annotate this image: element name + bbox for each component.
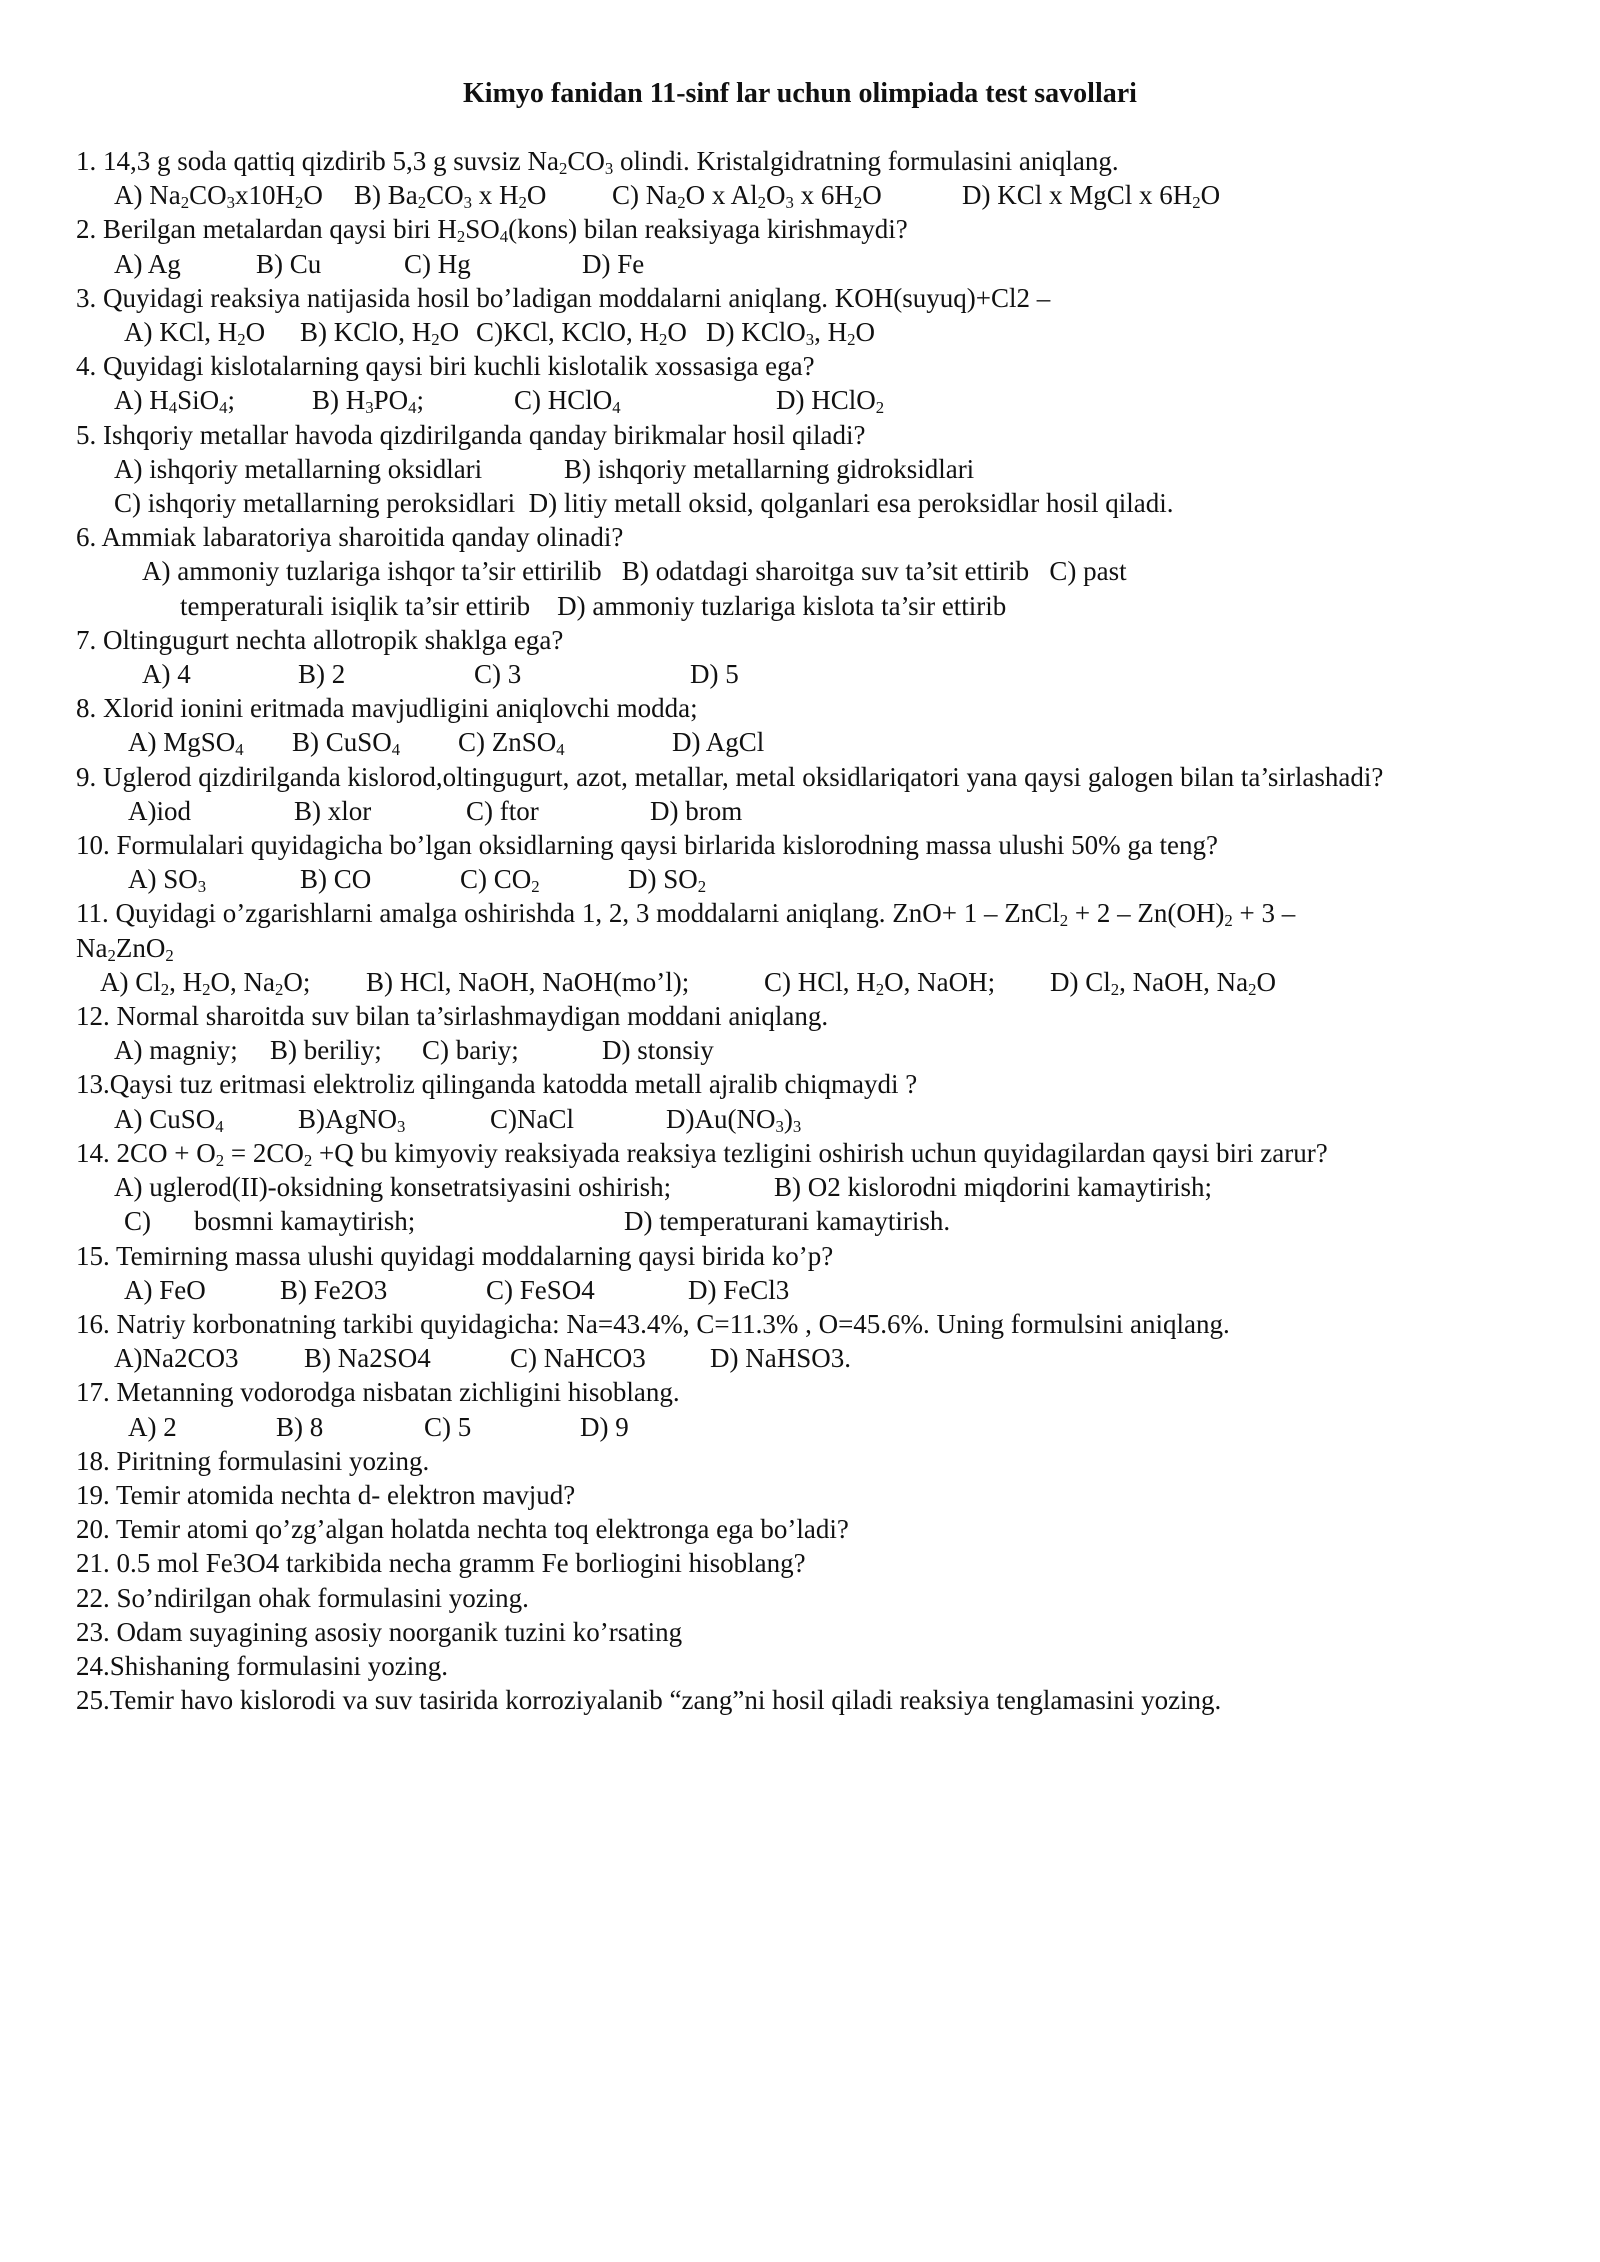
question-14: 14. $2CO + O_2 = 2CO_2 +Q$ bu kimyoviy reaksiyada reaksiya tezligini oshirish uchun quyidagilardan qaysi biri zarur? xyxy=(76,1137,1328,1171)
option-b: B) Fe2O3 xyxy=(280,1274,388,1305)
option-d: D) FeCl3 xyxy=(688,1274,790,1305)
question-11-continued: $Na_2ZnO_2$ xyxy=(76,932,174,965)
question-list xyxy=(76,144,1546,1717)
question-15: 15. Temirning massa ulushi quyidagi moddalarning qaysi birida ko’p? xyxy=(76,1240,834,1271)
option-b: B) Cu xyxy=(256,248,322,279)
question-6-options-row-2 xyxy=(76,589,1546,623)
question-2: 2. Berilgan metalardan qaysi biri $H_2SO_4(kons)$ bilan reaksiyaga kirishmaydi? xyxy=(76,214,908,247)
option-d: $D)Au(NO_3)_3$ xyxy=(666,1103,802,1136)
option-b: B) odatdagi sharoitga suv ta’sit ettirib xyxy=(621,556,1030,587)
option-c: C) 3 xyxy=(474,659,522,690)
question-1: 1. 14,3 g soda qattiq qizdirib 5,3 g suvsiz $Na_2CO_3$ olindi. Kristalgidratning formulasini aniqlang. xyxy=(76,146,1119,179)
question-21: 21. 0.5 mol Fe3O4 tarkibida necha gramm Fe borliogini hisoblang? xyxy=(76,1548,806,1579)
option-b: B) $Ba_2CO_3$ x $H_2O$ xyxy=(354,180,547,213)
option-c: C) NaHCO3 xyxy=(510,1343,646,1374)
option-a: A) ishqoriy metallarning oksidlari xyxy=(114,453,483,484)
question-16: 16. Natriy korbonatning tarkibi quyidagicha: Na=43.4%, C=11.3% , O=45.6%. Uning formulsini aniqlang. xyxy=(76,1308,1230,1339)
question-15-options xyxy=(76,1273,1546,1307)
option-b: B) beriliy; xyxy=(270,1035,382,1066)
option-b: B) 8 xyxy=(276,1411,324,1442)
question-14-options-row-1 xyxy=(76,1170,1546,1204)
option-c: C) HClO$_4$ xyxy=(514,385,621,418)
option-d: D) brom xyxy=(650,795,743,826)
option-a: A) Ag xyxy=(114,248,181,279)
question-10-options xyxy=(76,862,1546,896)
option-a: A) $Cl_2$, $H_2O$, $Na_2O$; xyxy=(100,966,311,1000)
option-a: A) $H_4SiO_4$; xyxy=(114,385,236,418)
option-d: D) HClO$_2$ xyxy=(776,385,885,418)
option-c: C) xyxy=(124,1206,151,1237)
option-d: D) KCl x MgCl x $6H_2O$ xyxy=(962,180,1221,213)
option-d: D) temperaturani kamaytirish. xyxy=(624,1206,951,1237)
option-b: B) ishqoriy metallarning gidroksidlari xyxy=(564,453,975,484)
option-c: C) past xyxy=(1049,556,1127,587)
question-13-options xyxy=(76,1102,1546,1136)
option-d: D) KClO$_3$, $H_2O$ xyxy=(706,317,875,350)
question-23: 23. Odam suyagining asosiy noorganik tuzini ko’rsating xyxy=(76,1616,683,1647)
page-title: Kimyo fanidan 11-sinf lar uchun olimpiada test savollari xyxy=(463,78,1137,109)
option-d: D) ammoniy tuzlariga kislota ta’sir ettirib xyxy=(557,590,1007,621)
option-c: C) $Na_2O$ x $Al_2O_3$ x $6H_2O$ xyxy=(612,180,882,213)
question-20: 20. Temir atomi qo’zg’algan holatda nechta toq elektronga ega bo’ladi? xyxy=(76,1514,849,1545)
option-d: D) $SO_2$ xyxy=(628,864,707,897)
option-a: A)Na2CO3 xyxy=(114,1343,239,1374)
question-9-options xyxy=(76,794,1546,828)
question-11: 11. Quyidagi o’zgarishlarni amalga oshirishda 1, 2, 3 moddalarni aniqlang. ZnO+ 1 – ZnCl$_2$ + $2 - Zn(OH)_2 + 3$ – xyxy=(76,898,1296,931)
option-a: A) KCl, $H_2O$ xyxy=(124,317,266,350)
option-a: A) 2 xyxy=(128,1411,177,1442)
option-c: C)KCl, KClO, $H_2O$ xyxy=(476,317,687,350)
option-a: A) $Na_2CO_3x10H_2O$ xyxy=(114,180,323,213)
question-25: 25.Temir havo kislorodi va suv tasirida korroziyalanib “zang”ni hosil qiladi reaksiya tenglamasini yozing. xyxy=(76,1685,1222,1716)
question-12: 12. Normal sharoitda suv bilan ta’sirlashmaydigan moddani aniqlang. xyxy=(76,1001,829,1032)
option-c-text: bosmni kamaytirish; xyxy=(194,1206,416,1237)
option-a: A)iod xyxy=(128,795,191,826)
option-a: A) uglerod(II)-oksidning konsetratsiyasini oshirish; xyxy=(114,1172,672,1203)
option-c: C) 5 xyxy=(424,1411,472,1442)
option-a: A) FeO xyxy=(124,1274,206,1305)
option-b: B) $H_3PO_4$; xyxy=(312,385,425,418)
question-7-options xyxy=(76,657,1546,691)
option-a: A) $SO_3$ xyxy=(128,864,207,897)
question-5-options-row-1 xyxy=(76,452,1546,486)
option-b: B) HCl, NaOH, NaOH(mo’l); xyxy=(366,966,690,997)
option-c: C) ftor xyxy=(466,795,539,826)
option-c: C) Hg xyxy=(404,248,471,279)
question-14-options-row-2 xyxy=(76,1204,1546,1238)
question-6: 6. Ammiak labaratoriya sharoitida qanday olinadi? xyxy=(76,522,624,553)
option-c: C)NaCl xyxy=(490,1103,574,1134)
option-a: A) CuSO$_4$ xyxy=(114,1103,224,1136)
option-c: C) FeSO4 xyxy=(486,1274,595,1305)
question-17: 17. Metanning vodorodga nisbatan zichligini hisoblang. xyxy=(76,1377,680,1408)
option-a: A) 4 xyxy=(142,659,191,690)
option-b: B) 2 xyxy=(298,659,346,690)
option-b: B) KClO, $H_2O$ xyxy=(300,317,460,350)
option-b: B)AgNO$_3$ xyxy=(298,1103,406,1136)
option-b: B) CO xyxy=(300,864,372,895)
option-d: D) 9 xyxy=(580,1411,629,1442)
option-b: B) O2 kislorodni miqdorini kamaytirish; xyxy=(774,1172,1212,1203)
option-b: B) Na2SO4 xyxy=(304,1343,431,1374)
question-9: 9. Uglerod qizdirilganda kislorod,oltingugurt, azot, metallar, metal oksidlariqatori yana qaysi galogen bilan ta’sirlashadi? xyxy=(76,761,1384,792)
option-c: C) ishqoriy metallarning peroksidlari xyxy=(114,488,516,519)
question-10: 10. Formulalari quyidagicha bo’lgan oksidlarning qaysi birlarida kislorodning massa ulushi 50% ga teng? xyxy=(76,830,1219,861)
question-24: 24.Shishaning formulasini yozing. xyxy=(76,1650,448,1681)
question-22: 22. So’ndirilgan ohak formulasini yozing. xyxy=(76,1582,529,1613)
question-5-options-row-2 xyxy=(76,486,1546,520)
question-5: 5. Ishqoriy metallar havoda qizdirilganda qanday birikmalar hosil qiladi? xyxy=(76,419,866,450)
question-2-options xyxy=(76,247,1546,281)
option-c: C) bariy; xyxy=(422,1035,519,1066)
option-b: B) xlor xyxy=(294,795,372,826)
question-16-options xyxy=(76,1341,1546,1375)
question-1-options xyxy=(76,178,1546,212)
option-d: D) AgCl xyxy=(672,727,765,758)
question-12-options xyxy=(76,1033,1546,1067)
option-c: C) HCl, $H_2O$, NaOH; xyxy=(764,966,996,1000)
option-c-continued: temperaturali isiqlik ta’sir ettirib xyxy=(180,590,531,621)
question-17-options xyxy=(76,1410,1546,1444)
question-7: 7. Oltingugurt nechta allotropik shaklga ega? xyxy=(76,624,564,655)
option-d: D) NaHSO3. xyxy=(710,1343,851,1374)
question-4: 4. Quyidagi kislotalarning qaysi biri kuchli kislotalik xossasiga ega? xyxy=(76,351,815,382)
option-d: D) Fe xyxy=(582,248,645,279)
option-c: C) $CO_2$ xyxy=(460,864,540,897)
question-3: 3. Quyidagi reaksiya natijasida hosil bo’ladigan moddalarni aniqlang. KOH(suyuq)+Cl2 – xyxy=(76,282,1051,313)
option-b: B) CuSO$_4$ xyxy=(292,727,401,760)
question-8: 8. Xlorid ionini eritmada mavjudligini aniqlovchi modda; xyxy=(76,693,698,724)
option-c: C) ZnSO$_4$ xyxy=(458,727,565,760)
question-18: 18. Piritning formulasini yozing. xyxy=(76,1445,430,1476)
option-d: D) $Cl_2$, NaOH, $Na_2O$ xyxy=(1050,966,1276,1000)
option-d: D) litiy metall oksid, qolganlari esa peroksidlar hosil qiladi. xyxy=(528,488,1174,519)
option-d: D) 5 xyxy=(690,659,739,690)
question-6-options-row-1 xyxy=(76,554,1546,588)
question-3-options xyxy=(76,315,1546,349)
option-d: D) stonsiy xyxy=(602,1035,714,1066)
question-13: 13.Qaysi tuz eritmasi elektroliz qilinganda katodda metall ajralib chiqmaydi ? xyxy=(76,1069,918,1100)
question-8-options xyxy=(76,725,1546,759)
option-a: A) ammoniy tuzlariga ishqor ta’sir ettirilib xyxy=(142,556,602,587)
option-a: A) magniy; xyxy=(114,1035,238,1066)
question-4-options xyxy=(76,383,1546,417)
question-19: 19. Temir atomida nechta d- elektron mavjud? xyxy=(76,1479,576,1510)
question-11-options xyxy=(76,965,1546,999)
option-a: A) MgSO$_4$ xyxy=(128,727,244,760)
